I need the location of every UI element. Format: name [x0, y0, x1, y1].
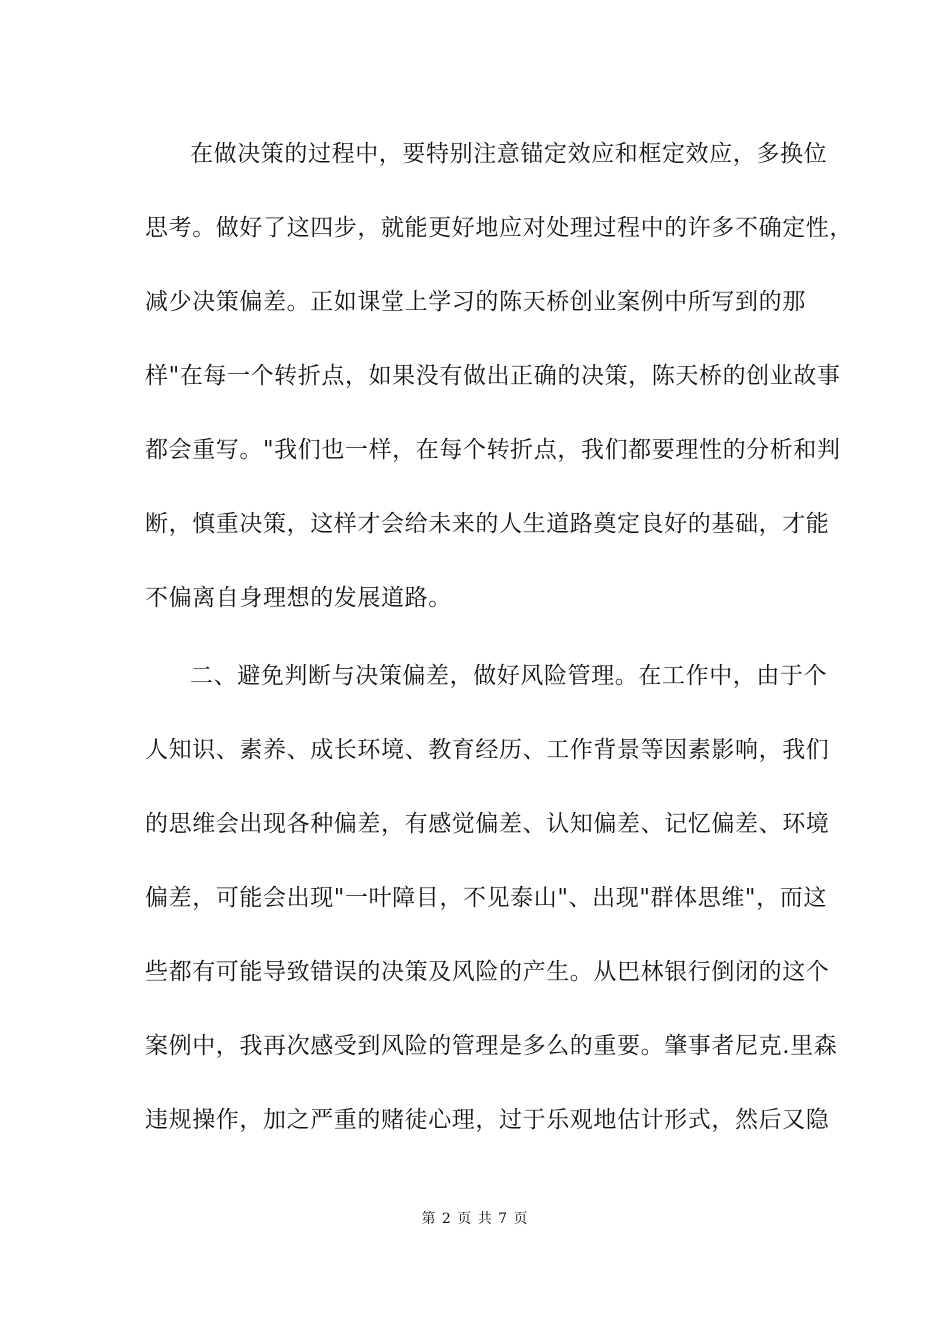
page-footer — [0, 1208, 950, 1228]
paragraph-2-line-3: 的思维会出现各种偏差，有感觉偏差、认知偏差、记忆偏差、环境 — [145, 811, 830, 837]
paragraph-2-line-5: 些都有可能导致错误的决策及风险的产生。从巴林银行倒闭的这个 — [145, 959, 830, 985]
paragraph-2-line-2: 人知识、素养、成长环境、教育经历、工作背景等因素影响，我们 — [145, 737, 830, 763]
page-number: 第 2 页 共 7 页 — [421, 1211, 529, 1227]
paragraph-1-line-5: 都会重写。"我们也一样，在每个转折点，我们都要理性的分析和判 — [145, 437, 841, 463]
paragraph-1-line-7: 不偏离自身理想的发展道路。 — [145, 585, 452, 611]
paragraph-2-line-7: 违规操作，加之严重的赌徒心理，过于乐观地估计形式，然后又隐 — [145, 1107, 830, 1133]
paragraph-1-line-4: 样"在每一个转折点，如果没有做出正确的决策，陈天桥的创业故事 — [145, 363, 841, 389]
paragraph-1-line-3: 减少决策偏差。正如课堂上学习的陈天桥创业案例中所写到的那 — [145, 289, 806, 315]
paragraph-1-line-1: 在做决策的过程中，要特别注意锚定效应和框定效应，多换位 — [190, 141, 828, 167]
paragraph-2-line-4: 偏差，可能会出现"一叶障目，不见泰山"、出现"群体思维"，而这 — [145, 885, 827, 911]
paragraph-1-line-2: 思考。做好了这四步，就能更好地应对处理过程中的许多不确定性， — [145, 215, 853, 241]
paragraph-1-line-6: 断，慎重决策，这样才会给未来的人生道路奠定良好的基础，才能 — [145, 511, 830, 537]
paragraph-2-line-6: 案例中，我再次感受到风险的管理是多么的重要。肇事者尼克.里森 — [145, 1033, 838, 1059]
paragraph-2-line-1: 二、避免判断与决策偏差，做好风险管理。在工作中，由于个 — [190, 663, 828, 689]
